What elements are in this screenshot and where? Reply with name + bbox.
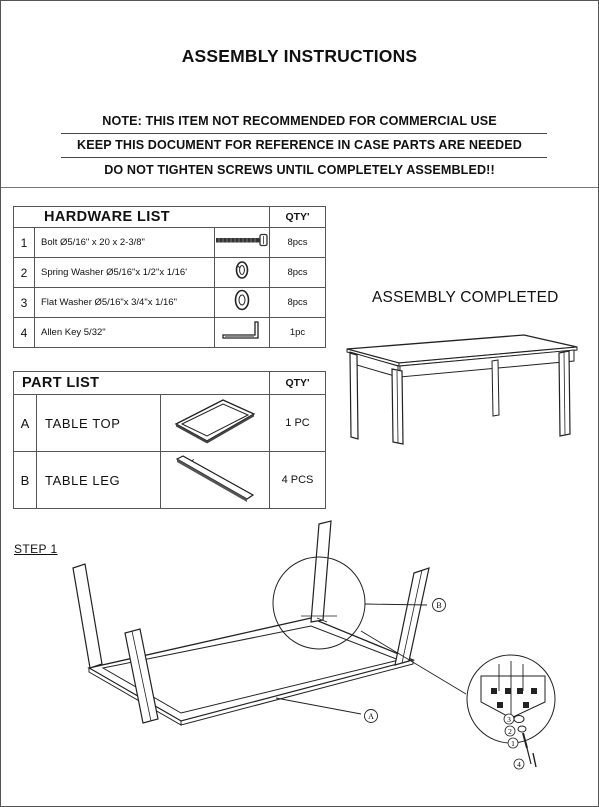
hardware-row — [14, 318, 326, 348]
hardware-qty: 8pcs — [270, 228, 326, 258]
part-row — [14, 452, 326, 509]
assembly-completed-label: ASSEMBLY COMPLETED — [372, 289, 559, 306]
hardware-number-4: 4 — [517, 760, 521, 769]
hardware-desc: Allen Key 5/32" — [35, 318, 215, 348]
bolt-icon — [215, 233, 269, 247]
table-top-icon — [173, 398, 257, 444]
step-1-diagram — [61, 516, 561, 771]
hardware-qty: 8pcs — [270, 258, 326, 288]
divider — [61, 133, 547, 134]
note-do-not-tighten: DO NOT TIGHTEN SCREWS UNTIL COMPLETELY ASSEMBLED!! — [104, 163, 495, 177]
part-qty-header: QTY' — [270, 372, 326, 395]
hardware-desc: Spring Washer Ø5/16"x 1/2"x 1/16' — [35, 258, 215, 288]
table-leg-part — [311, 521, 331, 622]
hardware-qty-header: QTY' — [270, 207, 326, 228]
hardware-list-table — [13, 206, 326, 348]
hardware-list-header — [14, 207, 326, 228]
allen-key-icon — [221, 319, 263, 341]
table-leg-icon — [173, 453, 257, 503]
callout-b: B — [436, 601, 442, 610]
hardware-number-3: 3 — [507, 715, 511, 724]
spring-washer-icon — [235, 260, 249, 280]
hardware-num: 4 — [14, 318, 35, 348]
part-letter: B — [14, 452, 37, 509]
part-list-header — [14, 372, 326, 395]
flat-washer-icon — [234, 289, 250, 311]
assembled-table-illustration — [341, 329, 581, 449]
part-qty: 4 PCS — [270, 452, 326, 509]
divider — [61, 157, 547, 158]
hardware-row — [14, 288, 326, 318]
hardware-qty: 1pc — [270, 318, 326, 348]
part-desc: TABLE TOP — [37, 395, 161, 452]
part-letter: A — [14, 395, 37, 452]
table-leg-part — [73, 564, 102, 668]
part-qty: 1 PC — [270, 395, 326, 452]
hardware-list-title: HARDWARE LIST — [14, 207, 270, 228]
hardware-qty: 8pcs — [270, 288, 326, 318]
note-keep-document: KEEP THIS DOCUMENT FOR REFERENCE IN CASE PARTS ARE NEEDED — [77, 138, 522, 152]
hardware-number-1: 1 — [511, 739, 515, 748]
callout-a: A — [368, 712, 374, 721]
part-list-table — [13, 371, 326, 509]
step-1-label: STEP 1 — [14, 542, 58, 556]
note-commercial-use: NOTE: THIS ITEM NOT RECOMMENDED FOR COMMERCIAL USE — [102, 114, 497, 128]
hardware-desc: Bolt Ø5/16" x 20 x 2-3/8" — [35, 228, 215, 258]
page-title: ASSEMBLY INSTRUCTIONS — [181, 46, 418, 66]
part-row — [14, 395, 326, 452]
hardware-row — [14, 258, 326, 288]
hardware-num: 2 — [14, 258, 35, 288]
section-divider — [1, 187, 598, 188]
hardware-num: 1 — [14, 228, 35, 258]
part-desc: TABLE LEG — [37, 452, 161, 509]
hardware-row — [14, 228, 326, 258]
hardware-number-2: 2 — [508, 727, 512, 736]
hardware-num: 3 — [14, 288, 35, 318]
part-list-title: PART LIST — [14, 372, 270, 395]
hardware-desc: Flat Washer Ø5/16"x 3/4"x 1/16" — [35, 288, 215, 318]
